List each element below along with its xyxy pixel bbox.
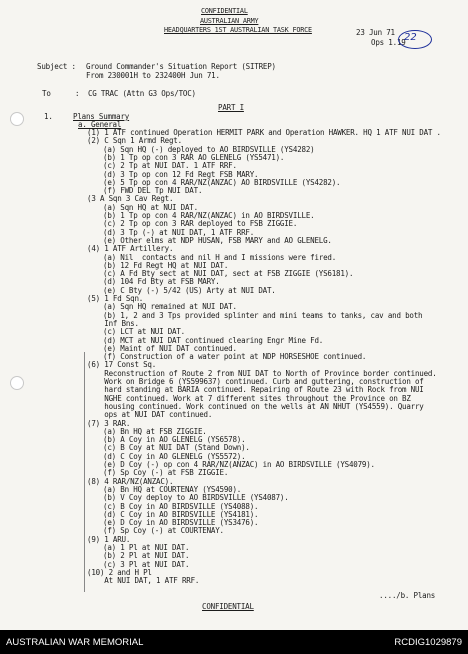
report-line: (6) 17 Const Sq. [87, 360, 157, 370]
report-line: (e) D Coy (-) op con 4 RAR/NZ(ANZAC) in AO BIRDSVILLE (YS4079). [103, 460, 375, 469]
continuation-note: ..../b. Plans [379, 591, 436, 600]
report-line: (a) Sqn HQ remained at NUI DAT. [103, 302, 237, 312]
section-title: Plans Summary [73, 112, 130, 121]
report-line: (b) A Coy in AO GLENELG (YS6578). [103, 435, 246, 445]
report-line: (a) Sqn HQ at NUI DAT. [103, 202, 198, 212]
report-line: (a) Sqn HQ (-) deployed to AO BIRDSVILLE (YS4282) [103, 144, 315, 154]
report-line: (c) B Coy in AO BIRDSVILLE (YS4088). [103, 501, 259, 511]
report-line: (f) Sp Coy (-) at COURTENAY. [103, 526, 224, 536]
report-line: (e) Maint of NUI DAT continued. [103, 343, 237, 353]
report-line: (a) Bn HQ at FSB ZIGGIE. [103, 426, 207, 436]
report-line: (c) B Coy at NUI DAT (Stand Down). [103, 443, 250, 453]
to-value: : CG TRAC (Attn G3 Ops/TOC) [75, 89, 196, 98]
report-line: (8) 4 RAR/NZ(ANZAC). [87, 476, 174, 486]
report-line: (a) Nil contacts and nil H and I missions were fired. [103, 252, 337, 262]
part-heading: PART I [218, 103, 244, 112]
ops-reference: Ops 1.19 [371, 38, 406, 47]
section-subtitle: a. General [78, 120, 122, 129]
subject-line-1: Ground Commander's Situation Report (SITREP) [86, 62, 276, 71]
report-line: (5) 1 Fd Sqn. [87, 294, 144, 303]
stamp-number: 22 [404, 32, 417, 43]
report-line: (a) Bn HQ at COURTENAY (YS4590). [103, 484, 242, 494]
report-line: Inf Bns. [87, 318, 139, 328]
classification-top: CONFIDENTIAL [201, 7, 248, 15]
report-line: (a) 1 Pl at NUI DAT. [103, 543, 190, 552]
report-line: (e) 5 Tp op con 4 RAR/NZ(ANZAC) AO BIRDSVILLE (YS4282). [103, 177, 341, 187]
report-line: (e) Other elms at NDP HUSAN, FSB MARY and AO GLENELG. [103, 235, 332, 245]
report-line: (d) 3 Tp (-) at NUI DAT, 1 ATF RRF. [103, 227, 255, 237]
report-line: (b) 2 Pl at NUI DAT. [103, 551, 190, 561]
report-line: (d) MCT at NUI DAT continued clearing Engr Mine Fd. [103, 335, 324, 345]
report-line: (d) 3 Tp op con 12 Fd Regt FSB MARY. [103, 169, 259, 179]
footer-source: AUSTRALIAN WAR MEMORIAL [6, 637, 144, 648]
report-line: (3 A Sqn 3 Cav Regt. [87, 194, 174, 204]
report-line: (4) 1 ATF Artillery. [87, 244, 174, 254]
report-line: (e) D Coy in AO BIRDSVILLE (YS3476). [103, 518, 259, 528]
punch-hole [10, 376, 24, 390]
report-line: (c) 3 Pl at NUI DAT. [103, 559, 190, 569]
archive-footer [0, 630, 468, 654]
report-line: hard standing at BARIA continued. Repairing of Route 23 with Rock from NUI [87, 385, 424, 395]
report-line: (f) FWD DEL Tp NUI DAT. [103, 186, 203, 196]
report-line: NGHE continued. Work at 7 different sites throughout the Province on BZ [87, 393, 411, 403]
report-line: (b) 1 Tp op con 3 RAR AO GLENELG (YS5471). [103, 152, 285, 162]
report-line: (2) C Sqn 1 Armd Regt. [87, 136, 182, 146]
document-date: 23 Jun 71 [356, 28, 395, 37]
margin-rule [84, 352, 85, 592]
punch-hole [10, 112, 24, 126]
report-line: (d) C Coy in AO GLENELG (YS5572). [103, 451, 246, 461]
report-line: (7) 3 RAR. [87, 418, 131, 428]
report-line: (c) 2 Tp op con 3 RAR deployed to FSB ZIGGIE. [103, 219, 298, 229]
report-line: (b) 12 Fd Regt HQ at NUI DAT. [103, 260, 229, 270]
classification-bottom: CONFIDENTIAL [202, 602, 254, 611]
report-line: Reconstruction of Route 2 from NUI DAT to North of Province border continued. [87, 368, 437, 378]
footer-id: RCDIG1029879 [394, 637, 462, 648]
report-line: (b) V Coy deploy to AO BIRDSVILLE (YS4087). [103, 493, 289, 503]
report-line: (f) Construction of a water point at NDP HORSESHOE continued. [103, 352, 367, 362]
report-line: (1) 1 ATF continued Operation HERMIT PARK and Operation HAWKER. HQ 1 ATF NUI DAT . [87, 128, 441, 137]
report-line: (10) 2 and H Pl [87, 567, 152, 577]
report-line: (c) LCT at NUI DAT. [103, 327, 185, 337]
report-line: At NUI DAT, 1 ATF RRF. [87, 576, 200, 586]
section-number: 1. [44, 112, 53, 121]
report-line: (d) C Coy in AO BIRDSVILLE (YS4181). [103, 509, 259, 519]
report-line: (b) 1 Tp op con 4 RAR/NZ(ANZAC) in AO BIRDSVILLE. [103, 211, 315, 220]
report-line: (c) 2 Tp at NUI DAT. 1 ATF RRF. [103, 161, 237, 171]
org-line-2: HEADQUARTERS 1ST AUSTRALIAN TASK FORCE [164, 26, 312, 34]
report-line: (b) 1, 2 and 3 Tps provided splinter and mini teams to tanks, cav and both [103, 310, 423, 320]
report-line: housing continued. Work continued on the wells at AN NHUT (YS4559). Quarry [87, 401, 424, 411]
report-line: Work on Bridge 6 (YS599637) continued. Curb and guttering, construction of [87, 377, 424, 386]
report-line: (e) C Bty (-) 5/42 (US) Arty at NUI DAT. [103, 285, 276, 295]
report-line: (9) 1 ARU. [87, 534, 131, 544]
report-line: (f) Sp Coy (-) at FSB ZIGGIE. [103, 468, 229, 478]
report-line: (d) 104 Fd Bty at FSB MARY. [103, 277, 220, 287]
subject-label: Subject : [37, 62, 76, 71]
to-label: To [42, 89, 51, 98]
org-line-1: AUSTRALIAN ARMY [200, 17, 259, 25]
report-line: (c) A Fd Bty sect at NUI DAT, sect at FSB ZIGGIE (YS6181). [103, 269, 354, 279]
subject-line-2: From 230001H to 232400H Jun 71. [86, 71, 220, 80]
report-line: ops at NUI DAT continued. [87, 410, 213, 420]
